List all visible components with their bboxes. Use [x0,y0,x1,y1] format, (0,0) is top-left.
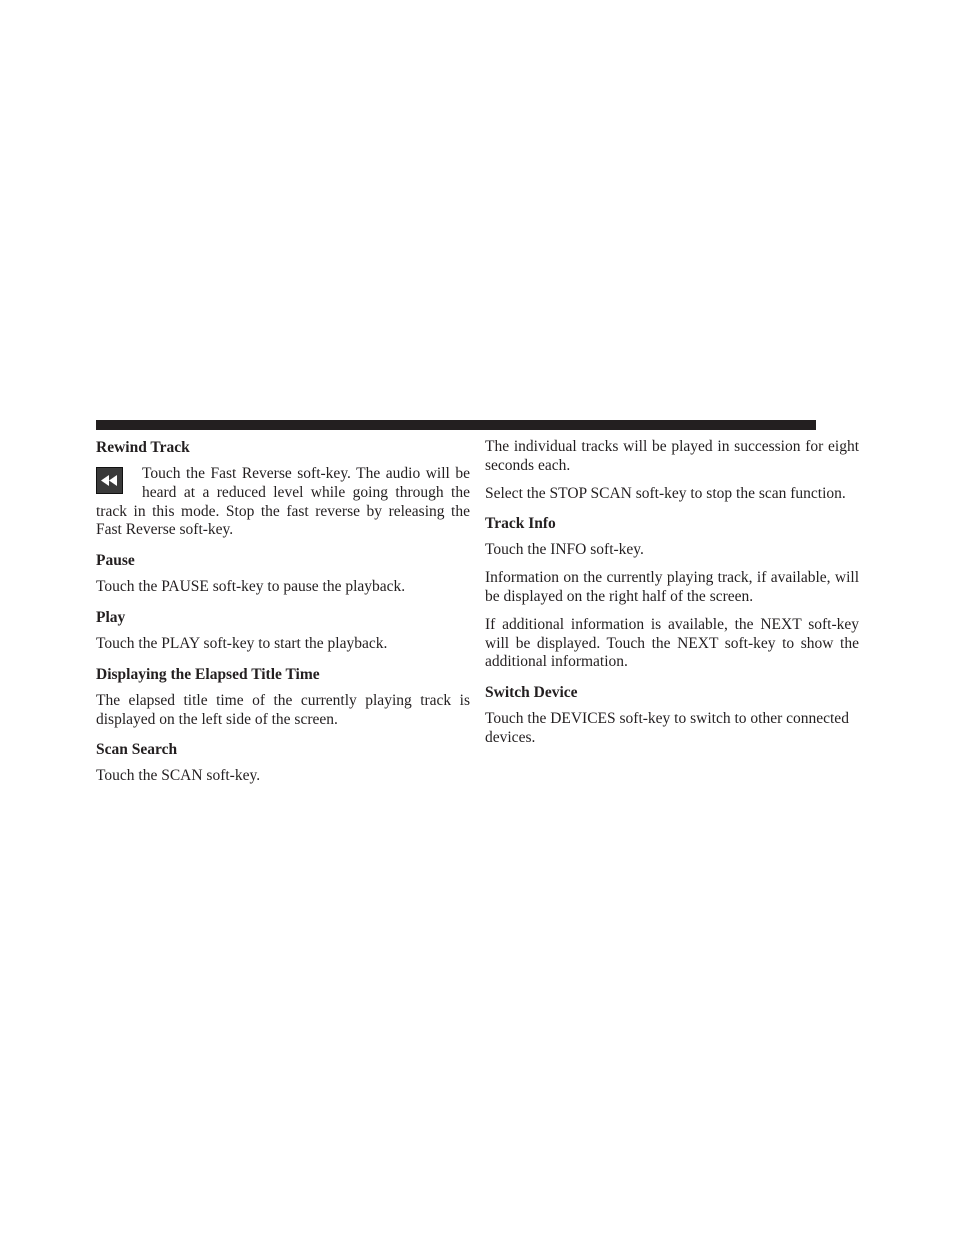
scan-search-heading: Scan Search [96,741,178,759]
elapsed-time-text: The elapsed title time of the currently playing track is displayed on the left side of the screen. [96,691,470,728]
scan-search-text: Touch the SCAN soft-key. [96,767,261,785]
fast-reverse-icon [96,467,123,494]
rewind-track-heading: Rewind Track [96,439,190,456]
track-info-heading: Track Info [485,515,556,533]
track-info-detail-text: Information on the currently playing track, if available, will be displayed on the right half of the screen. [485,569,859,605]
left-column [96,436,470,795]
right-column [485,436,859,757]
pause-heading: Pause [96,552,135,570]
track-info-text: Touch the INFO soft-key. [485,541,644,559]
switch-device-heading: Switch Device [485,684,578,702]
switch-device-text: Touch the DEVICES soft-key to switch to other connected devices. [485,710,849,746]
track-info-next-text: If additional information is available, the NEXT soft-key will be displayed. Touch the NEXT soft-key to show the additional information. [485,615,859,671]
scan-continued-text: The individual tracks will be played in succession for eight seconds each. [485,438,859,474]
play-heading: Play [96,608,126,626]
rewind-track-text: Touch the Fast Reverse soft-key. The audio will be heard at a reduced level while going through the track in this mode. Stop the fast reverse by releasing the Fast Reverse soft-key. [96,465,470,539]
stop-scan-text: Select the STOP SCAN soft-key to stop the scan function. [485,484,846,502]
elapsed-time-heading: Displaying the Elapsed Title Time [96,665,320,683]
play-text: Touch the PLAY soft-key to start the playback. [96,634,388,652]
header-rule [96,420,816,430]
pause-text: Touch the PAUSE soft-key to pause the playback. [96,578,406,596]
